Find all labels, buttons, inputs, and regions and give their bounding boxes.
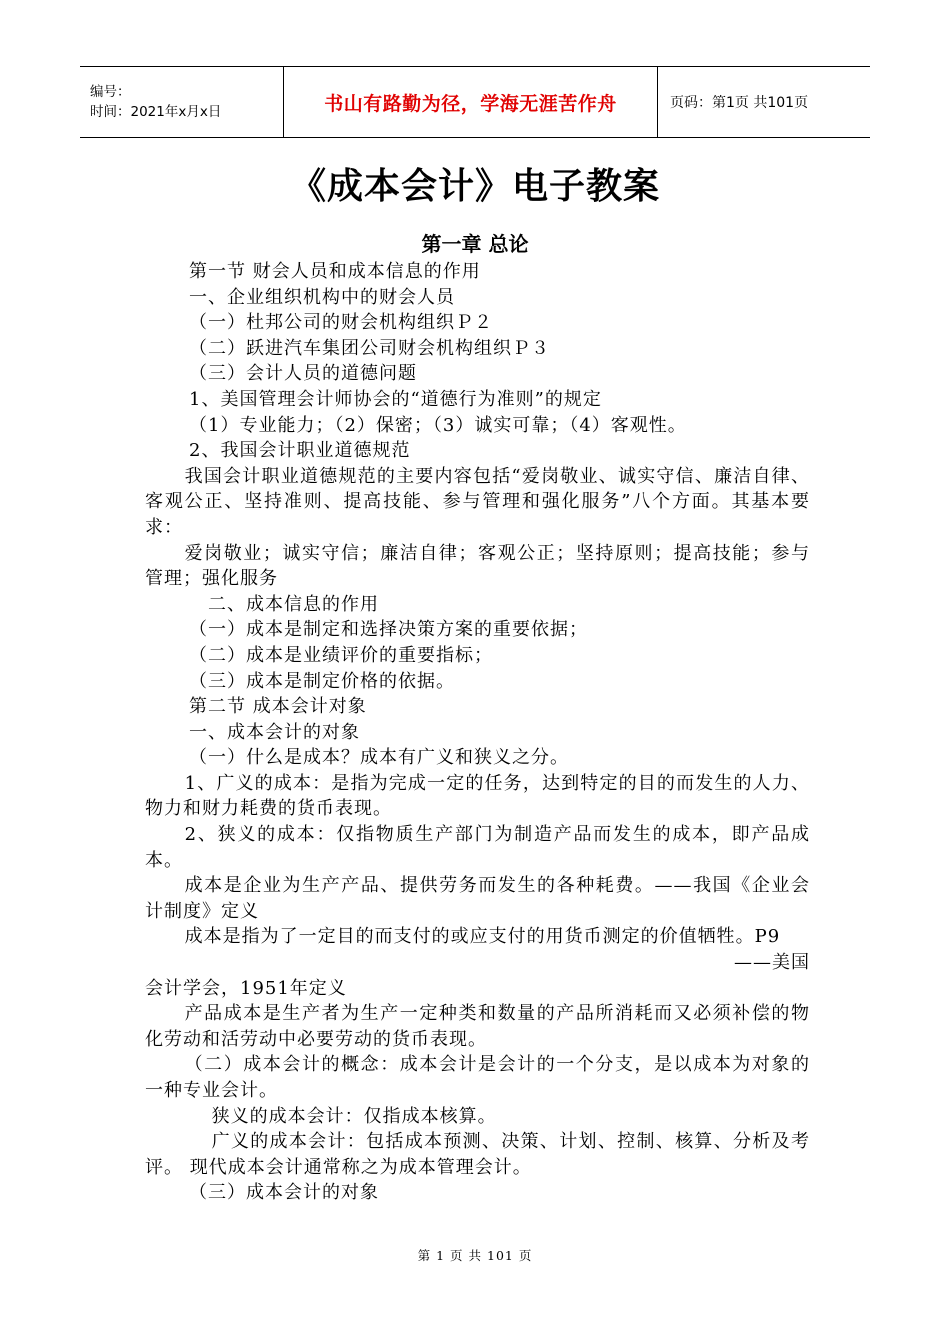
paragraph: 2、我国会计职业道德规范	[189, 440, 411, 462]
time-label: 时间：2021年x月x日	[90, 104, 222, 120]
section-heading: 第一节 财会人员和成本信息的作用	[189, 261, 481, 282]
paragraph: （一）什么是成本？成本有广义和狭义之分。	[189, 747, 569, 769]
header-page-cell	[658, 67, 870, 137]
paragraph: （二）成本是业绩评价的重要指标；	[189, 644, 493, 666]
paragraph: 狭义的成本会计：仅指成本核算。	[211, 1105, 497, 1127]
page-footer: 第 1 页 共 101 页	[417, 1248, 533, 1263]
paragraph: （三）成本是制定价格的依据。	[189, 670, 455, 692]
paragraph: 2、狭义的成本：仅指物质生产部门为制造产品而发生的成本，即产品成本。	[145, 824, 810, 871]
attribution-continued: 会计学会，1951年定义	[145, 977, 347, 999]
paragraph: 广义的成本会计：包括成本预测、决策、计划、控制、核算、分析及考评。 现代成本会计通常称之为成本管理会计。	[145, 1131, 810, 1178]
paragraph: （三）成本会计的对象	[189, 1182, 379, 1204]
paragraph: 1、广义的成本：是指为完成一定的任务，达到特定的目的而发生的人力、物力和财力耗费的货币表现。	[145, 772, 810, 820]
paragraph: 产品成本是生产者为生产一定种类和数量的产品所消耗而又必须补偿的物化劳动和活劳动中必要劳动的货币表现。	[145, 1003, 810, 1050]
paragraph: （一）成本是制定和选择决策方案的重要依据；	[189, 619, 588, 641]
page-info: 页码：第1页 共101页	[670, 95, 809, 111]
paragraph: 1、美国管理会计师协会的“道德行为准则”的规定	[189, 388, 602, 410]
paragraph: （一）杜邦公司的财会机构组织Ｐ２	[189, 312, 493, 334]
header-meta-cell	[80, 67, 283, 137]
document-title: 《成本会计》电子教案	[289, 166, 660, 207]
number-label: 编号：	[90, 84, 131, 100]
chapter-heading: 第一章 总论	[421, 232, 529, 256]
paragraph: （1）专业能力；（2）保密；（3）诚实可靠；（4）客观性。	[189, 414, 687, 436]
body-text	[145, 259, 810, 1206]
header-table	[80, 66, 870, 138]
paragraph: 成本是指为了一定目的而支付的或应支付的用货币测定的价值牺牲。P9	[184, 926, 781, 948]
paragraph: 我国会计职业道德规范的主要内容包括“爱岗敬业、诚实守信、廉洁自律、客观公正、坚持准则、提高技能、参与管理和强化服务”八个方面。其基本要求：	[145, 465, 810, 538]
paragraph: 一、企业组织机构中的财会人员	[189, 286, 455, 308]
paragraph: （三）会计人员的道德问题	[189, 363, 417, 385]
paragraph: 二、成本信息的作用	[208, 593, 379, 615]
header-motto-cell	[283, 67, 658, 137]
paragraph: 爱岗敬业；诚实守信；廉洁自律；客观公正；坚持原则；提高技能；参与管理；强化服务	[145, 542, 810, 590]
section-heading: 第二节 成本会计对象	[189, 696, 367, 718]
paragraph: 成本是企业为生产产品、提供劳务而发生的各种耗费。——我国《企业会计制度》定义	[145, 875, 810, 922]
attribution: ——美国	[734, 952, 810, 974]
motto-text: 书山有路勤为径，学海无涯苦作舟	[324, 92, 617, 115]
paragraph: （二）成本会计的概念：成本会计是会计的一个分支，是以成本为对象的一种专业会计。	[145, 1054, 810, 1101]
paragraph: 一、成本会计的对象	[189, 721, 360, 743]
paragraph: （二）跃进汽车集团公司财会机构组织Ｐ３	[189, 337, 550, 359]
